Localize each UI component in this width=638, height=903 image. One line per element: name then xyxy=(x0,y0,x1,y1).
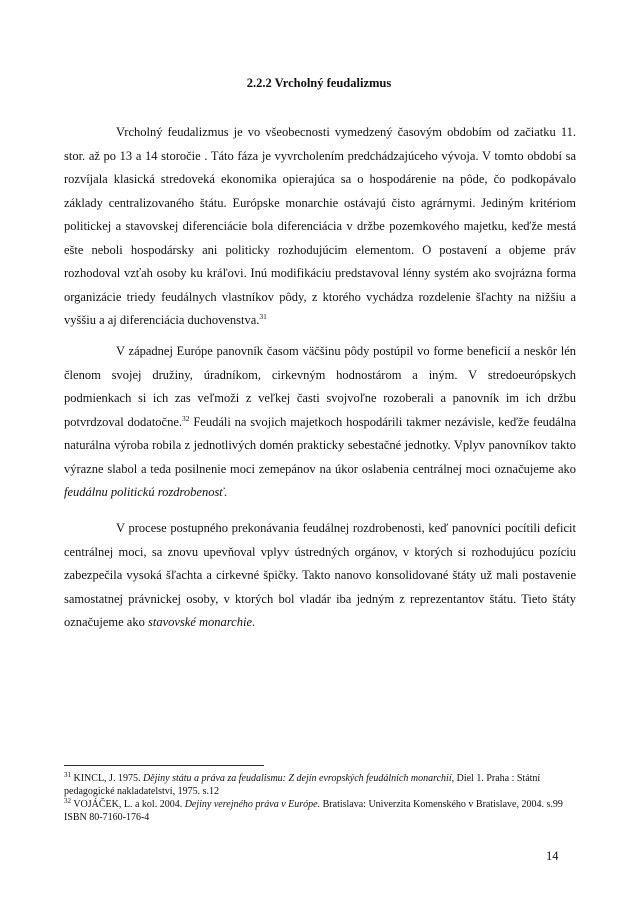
page-number: 14 xyxy=(546,849,559,863)
footnote-divider xyxy=(64,765,264,766)
footnote-text: VOJÁČEK, L. a kol. 2004. xyxy=(71,799,185,810)
footnote-number: 31 xyxy=(64,771,71,779)
paragraph-1 xyxy=(64,121,576,333)
paragraph-3-text-a: V procese postupného prekonávania feudálnej rozdrobenosti, keď panovníci pocítili deficit centrálnej moci, sa znovu upevňoval vplyv ústredných orgánov, v ktorých si rozhodujúcu pozíciu zabezpečila vysoká šľachta a cirkevné špičky. Takto nanovo konsolidované štáty už mali postavenie samostatnej právnickej osoby, v ktorých bol vladár iba jedným z reprezentantov štátu. Tieto štáty označujeme ako xyxy=(64,521,576,629)
footnote-32 xyxy=(64,798,574,824)
footnote-text: KINCL, J. 1975. xyxy=(71,773,143,784)
paragraph-1-text: Vrcholný feudalizmus je vo všeobecnosti vymedzený časovým obdobím od začiatku 11. stor. až po 13 a 14 storočie . Táto fáza je vyvrcholením predchádzajúceho vývoja. V tomto období sa rozvíjala klasická stredoveká ekonomika opierajúca sa o hospodárenie na pôde, čo podkopávalo základy centralizovaného štátu. Európske monarchie ostávajú čisto agrárnymi. Jediným kritériom politickej a stavovskej diferenciácie bola diferenciácia v držbe pozemkového majetku, keďže mestá ešte neboli hospodársky ani politicky rozhodujúcim elementom. O postavení a objeme práv rozhodoval vzťah osoby ku kráľovi. Inú modifikáciu predstavoval lénny systém ako svojrázna forma organizácie triedy feudálnych vlastníkov pôdy, z ktorého vychádza rozdelenie šľachty na nižšiu a vyššiu a aj diferenciácia duchovenstva. xyxy=(64,125,576,327)
paragraph-2-italic-term: feudálnu politickú rozdrobenosť xyxy=(64,485,224,499)
footnote-ref-32[interactable]: 32 xyxy=(182,413,190,423)
footnote-text: , Diel 1. Praha : Státní pedagogické nakladatelství, 1975. s.12 xyxy=(64,773,541,797)
paragraph-3-text-b: . xyxy=(252,615,256,629)
footnote-number: 32 xyxy=(64,797,71,805)
section-heading: 2.2.2 Vrcholný feudalizmus xyxy=(246,76,392,90)
footnote-title: Dějiny státu a práva za feudalismu: Z dejín evropských feudálních monarchií xyxy=(142,773,452,784)
footnote-text: Bratislava: Univerzita Komenského v Bratislave, 2004. s.99 ISBN 80-7160-176-4 xyxy=(64,799,563,823)
paragraph-2-text-c: . xyxy=(223,485,227,499)
paragraph-3 xyxy=(64,517,576,635)
footnote-title: Dejiny verejného práva v Európe. xyxy=(184,799,321,810)
paragraph-2-text-b: Feudáli na svojich majetkoch hospodárili takmer nezávisle, keďže feudálna naturálna výroba robila z jednotlivých domén prakticky sebestačné jednotky. Vplyv panovníkov takto výrazne slabol a teda posilnenie moci zemepánov na úkor oslabenia centrálnej moci označujeme ako xyxy=(64,414,577,476)
paragraph-2 xyxy=(64,340,576,505)
footnote-31 xyxy=(64,772,574,798)
footnote-ref-31[interactable]: 31 xyxy=(259,312,267,321)
footnotes xyxy=(64,772,574,824)
paragraph-3-italic-term: stavovské monarchie xyxy=(147,615,253,629)
paragraph-2-text-a: V západnej Európe panovník časom väčšinu pôdy postúpil vo forme beneficií a neskôr lén členom svojej družiny, úradníkom, cirkevným hodnostárom a iným. V stredoeurópskych podmienkach si ich zas veľmoži z veľkej časti svojvoľne rozoberali a panovník im ich držbu potvrdzoval dodatočne. xyxy=(64,344,576,429)
